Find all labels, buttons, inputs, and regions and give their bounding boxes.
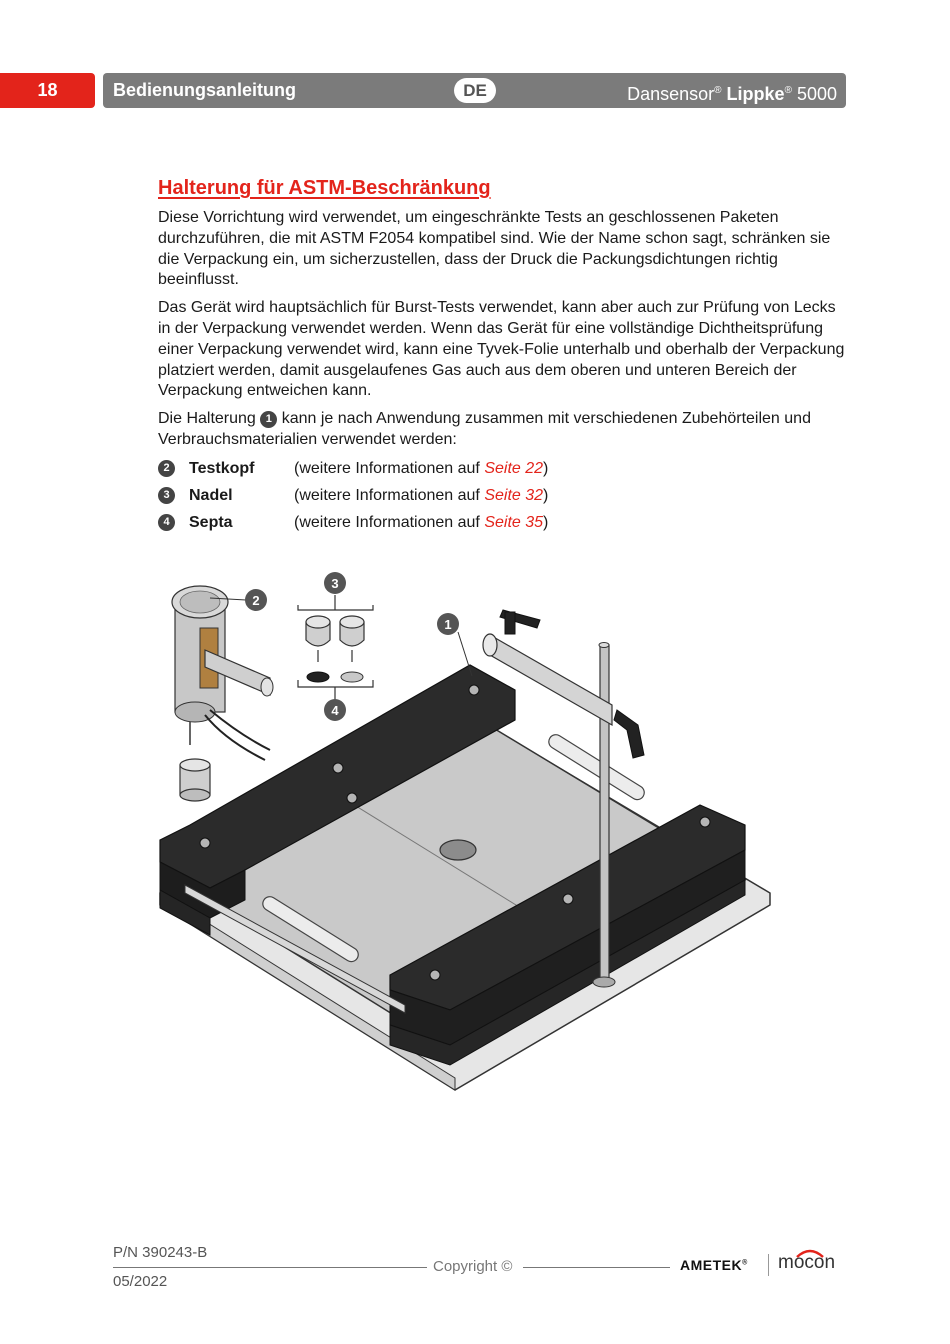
fixture-illustration	[150, 565, 790, 1105]
test-head	[172, 586, 273, 760]
callout-badge: 4	[158, 514, 175, 531]
registered-mark: ®	[784, 85, 792, 96]
info-text: (weitere Informationen auf	[294, 459, 485, 477]
section-heading: Halterung für ASTM-Beschränkung	[158, 177, 491, 199]
product-model: 5000	[796, 84, 837, 104]
item-name: Septa	[189, 513, 233, 531]
document-title: Bedienungsanleitung	[113, 80, 297, 100]
septa-set	[298, 672, 373, 700]
svg-text:1: 1	[444, 617, 452, 632]
logo-separator	[768, 1254, 769, 1276]
svg-text:2: 2	[252, 593, 260, 608]
page-link[interactable]: Seite 32	[484, 486, 544, 504]
list-item	[158, 485, 848, 512]
language-badge: DE	[454, 78, 496, 103]
svg-text:4: 4	[331, 703, 339, 718]
mocon-logo: mocon	[778, 1252, 836, 1273]
item-name: Nadel	[189, 486, 233, 504]
list-item	[158, 458, 848, 485]
info-text: (weitere Informationen auf	[294, 486, 485, 504]
svg-text:3: 3	[331, 576, 339, 591]
callout-1	[437, 613, 459, 635]
page-link[interactable]: Seite 22	[484, 459, 544, 477]
item-info	[294, 485, 548, 507]
adapter-cup	[180, 759, 210, 801]
footer-divider	[113, 1267, 427, 1268]
product-brand: Dansensor	[627, 84, 715, 104]
product-series: Lippke	[726, 84, 785, 104]
product-name	[627, 73, 837, 112]
info-text: )	[543, 459, 549, 477]
revision-date: 05/2022	[113, 1273, 168, 1290]
ametek-logo	[680, 1257, 748, 1273]
plate-hole	[440, 840, 476, 860]
page-link[interactable]: Seite 35	[484, 513, 544, 531]
callout-4	[324, 699, 346, 721]
registered-mark: ®	[742, 1259, 748, 1267]
callout-badge: 1	[260, 411, 277, 428]
copyright-notice: Copyright ©	[433, 1258, 513, 1275]
callout-3	[324, 572, 346, 594]
item-info	[294, 512, 548, 534]
footer-divider	[523, 1267, 670, 1268]
section-content	[158, 174, 848, 539]
vertical-rod	[600, 645, 609, 980]
paragraph-accessories	[158, 409, 848, 451]
registered-mark: ®	[714, 85, 722, 96]
part-number: P/N 390243-B	[113, 1244, 208, 1261]
paragraph-text: Die Halterung	[158, 410, 256, 428]
paragraph-intro: Diese Vorrichtung wird verwendet, um eingeschränkte Tests an geschlossenen Paketen durchzuführen, die mit ASTM F2054 kompatibel sind. Wie der Name schon sagt, schränken sie die Verpackung ein, um sicherzustellen, dass der Druck die Packungsdichtungen richtig beeinflusst.	[158, 209, 831, 289]
callout-badge: 2	[158, 460, 175, 477]
ametek-logo-text: AMETEK	[680, 1257, 743, 1273]
list-item	[158, 512, 848, 539]
info-text: (weitere Informationen auf	[294, 513, 485, 531]
info-text: )	[543, 486, 549, 504]
header-bar	[103, 73, 846, 108]
paragraph-text: kann je nach Anwendung zusammen mit verschiedenen Zubehörteilen und Verbrauchsmaterialien verwendet werden:	[158, 410, 811, 448]
callout-badge: 3	[158, 487, 175, 504]
page-number: 18	[0, 73, 95, 108]
needle-set	[298, 595, 373, 662]
item-info	[294, 458, 548, 480]
callout-2	[245, 589, 267, 611]
item-name: Testkopf	[189, 459, 255, 477]
info-text: )	[543, 513, 549, 531]
paragraph-usage: Das Gerät wird hauptsächlich für Burst-Tests verwendet, kann aber auch zur Prüfung von Lecks in der Verpackung verwendet werden. Wenn das Gerät für eine vollständige Dichtheitsprüfung einer Verpackung verwendet wird, kann eine Tyvek-Folie unterhalb und oberhalb der Verpackung platziert werden, damit ausgelaufenes Gas auch aus dem oberen und unteren Bereich der Verpackung entweichen kann.	[158, 299, 845, 400]
